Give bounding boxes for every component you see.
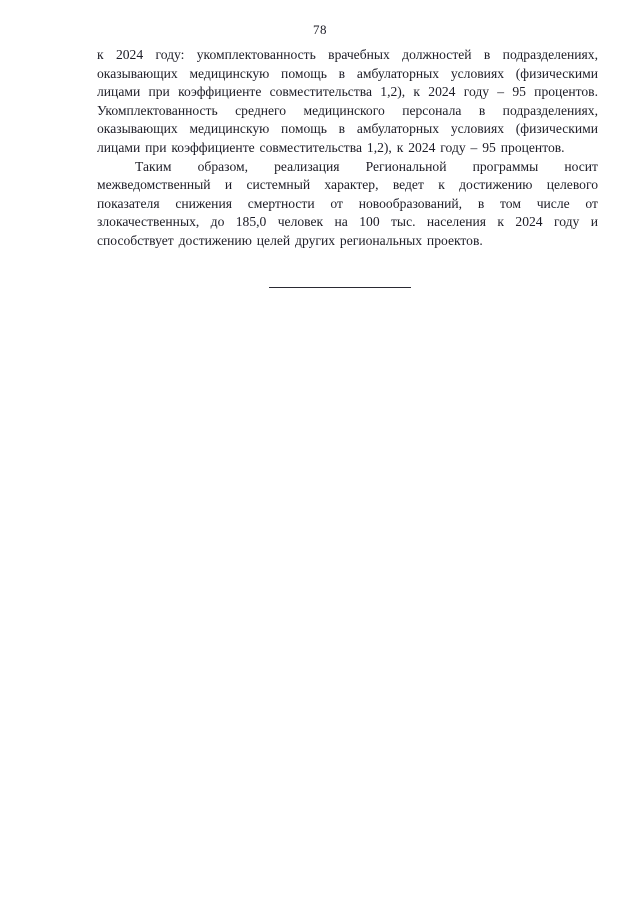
section-end-rule [269, 287, 411, 288]
paragraph-conclusion: Таким образом, реализация Региональной программы носит межведомственный и системный характер, ведет к достижению целевого показателя снижения смертности от новообразований, в том числе от злокачественных, до 185,0 человек на 100 тыс. населения к 2024 году и способствует достижению целей других региональных проектов. [97, 158, 598, 248]
page-body [97, 46, 598, 288]
paragraph-continuation: к 2024 году: укомплектованность врачебных должностей в подразделениях, оказывающих медицинскую помощь в амбулаторных условиях (физическими лицами при коэффициенте совместительства 1,2), к 2024 году – 95 процентов. Укомплектованность среднего медицинского персонала в подразделениях, оказывающих медицинскую помощь в амбулаторных условиях (физическими лицами при коэффициенте совместительства 1,2), к 2024 году – 95 процентов. [97, 47, 598, 155]
page-number: 78 [313, 22, 327, 37]
